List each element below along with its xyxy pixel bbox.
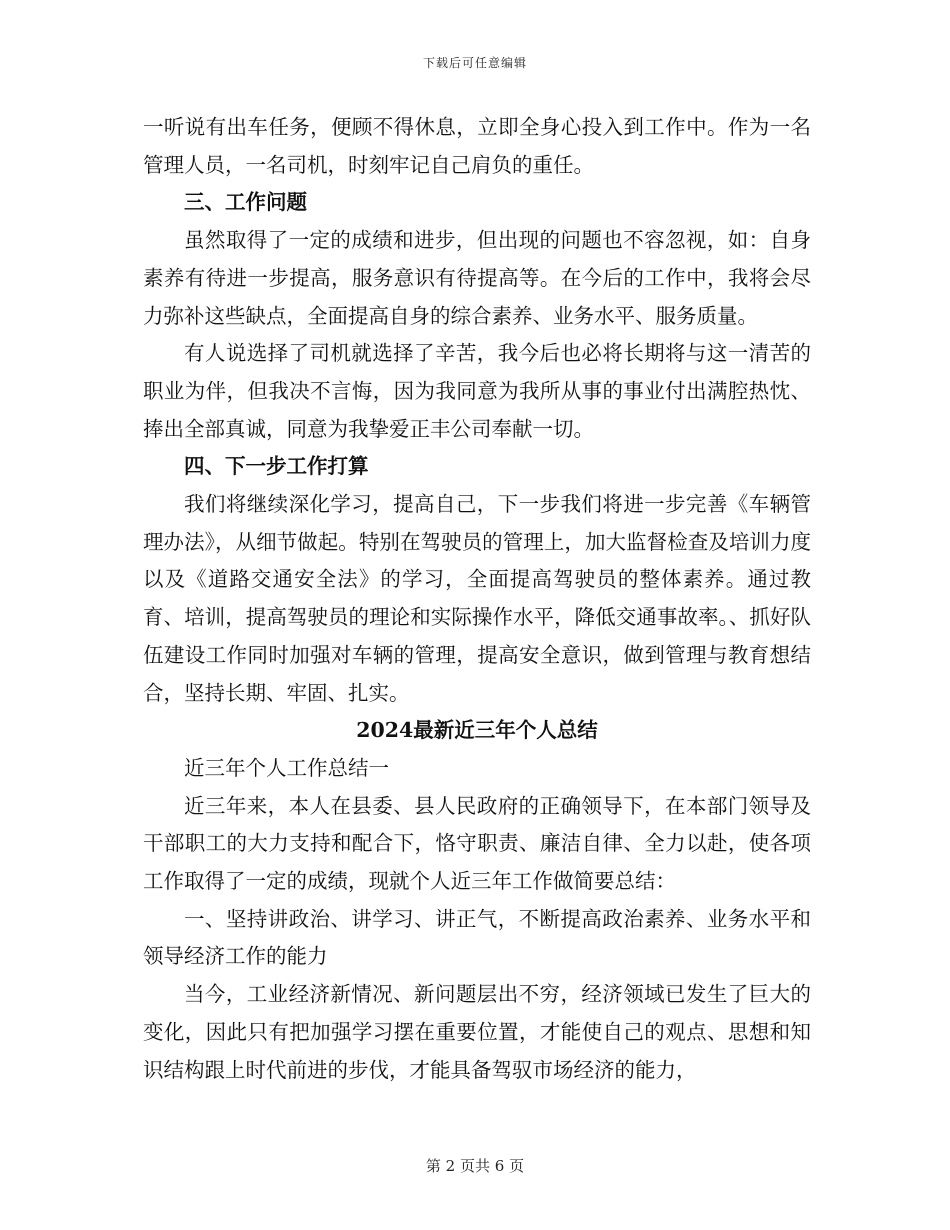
document-body: [143, 109, 811, 1089]
document-title: 2024最新近三年个人总结: [356, 718, 598, 743]
paragraph-problems: 虽然取得了一定的成绩和进步，但出现的问题也不容忽视，如：自身素养有待进一步提高，服务意识有待提高等。在今后的工作中，我将会尽力弥补这些缺点，全面提高自身的综合素养、业务水平、服务质量。: [143, 228, 811, 328]
page-header: 下载后可任意编辑: [422, 56, 527, 70]
paragraph-driver-commitment: 有人说选择了司机就选择了辛苦，我今后也必将长期将与这一清苦的职业为伴，但我决不言悔，因为我同意为我所从事的事业付出满腔热忱、捧出全部真诚，同意为我挚爱正丰公司奉献一切。: [143, 341, 811, 441]
section-heading-work-problems: 三、工作问题: [184, 190, 307, 215]
paragraph-continuation: 一听说有出车任务，便顾不得休息，立即全身心投入到工作中。作为一名管理人员，一名司机，时刻牢记自己肩负的重任。: [143, 115, 811, 177]
paragraph-learning: 当今，工业经济新情况、新问题层出不穷，经济领域已发生了巨大的变化，因此只有把加强学习摆在重要位置，才能使自己的观点、思想和知识结构跟上时代前进的步伐，才能具备驾驭市场经济的能力，: [143, 982, 811, 1082]
paragraph-summary-intro: 近三年来，本人在县委、县人民政府的正确领导下，在本部门领导及干部职工的大力支持和配合下，恪守职责、廉洁自律、全力以赴，使各项工作取得了一定的成绩，现就个人近三年工作做简要总结：: [143, 793, 811, 894]
paragraph-summary-subtitle: 近三年个人工作总结一: [184, 755, 389, 780]
paragraph-next-steps: 我们将继续深化学习，提高自己，下一步我们将进一步完善《车辆管理办法》，从细节做起。特别在驾驶员的管理上，加大监督检查及培训力度以及《道路交通安全法》的学习，全面提高驾驶员的整体素养。通过教育、培训，提高驾驶员的理论和实际操作水平，降低交通事故率。、抓好队伍建设工作同时加强对车辆的管理，提高安全意识，做到管理与教育想结合，坚持长期、牢固、扎实。: [143, 492, 811, 705]
page-number: 第 2 页共 6 页: [425, 1157, 525, 1175]
section-heading-next-steps: 四、下一步工作打算: [184, 454, 369, 479]
paragraph-point-one: 一、坚持讲政治、讲学习、讲正气，不断提高政治素养、业务水平和领导经济工作的能力: [143, 906, 811, 969]
